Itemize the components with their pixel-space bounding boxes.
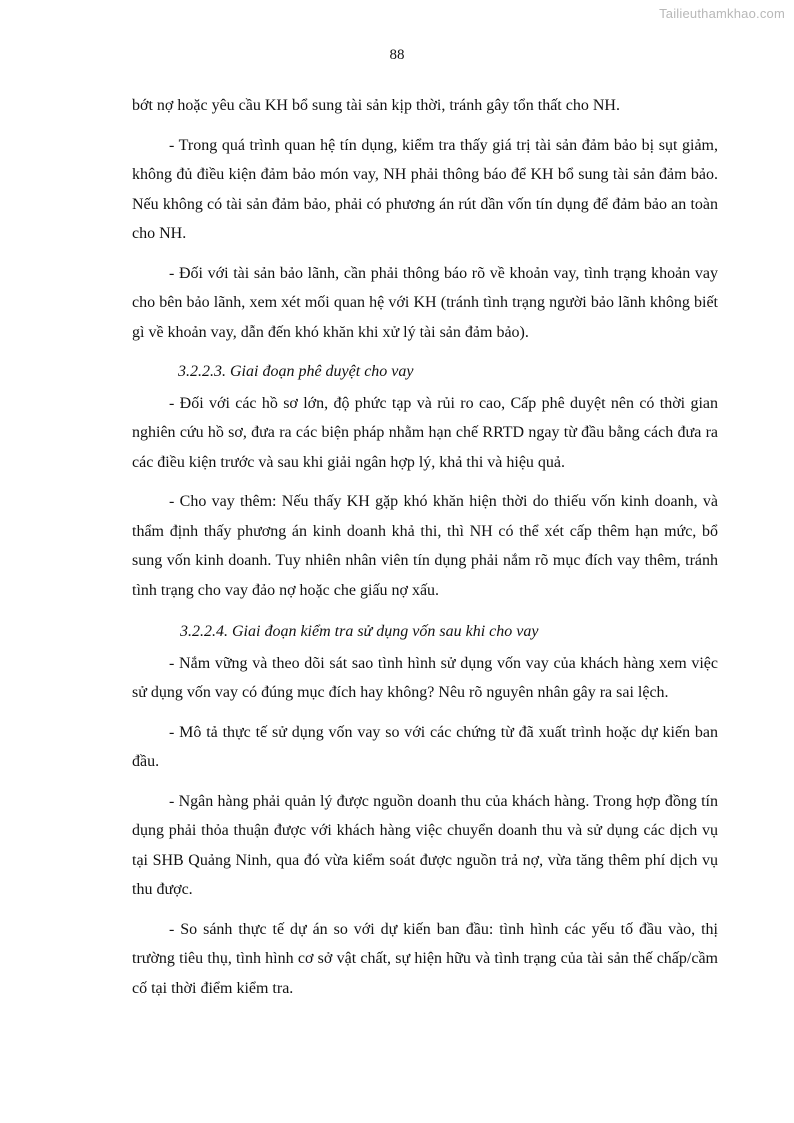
section-heading-approval: 3.2.2.3. Giai đoạn phê duyệt cho vay [178, 363, 414, 380]
paragraph-guarantee-assets: - Đối với tài sản bảo lãnh, cần phải thông báo rõ về khoản vay, tình trạng khoản vay cho bên bảo lãnh, xem xét mối quan hệ với KH (tránh tình trạng người bảo lãnh không biết gì về khoản vay, dẫn đến khó khăn khi xử lý tài sản đảm bảo). [132, 264, 718, 341]
watermark: Tailieuthamkhao.com [659, 6, 785, 21]
paragraph-describe-usage: - Mô tả thực tế sử dụng vốn vay so với các chứng từ đã xuất trình hoặc dự kiến ban đầu. [132, 723, 718, 770]
paragraph-compare-project: - So sánh thực tế dự án so với dự kiến ban đầu: tình hình các yếu tố đầu vào, thị trường tiêu thụ, tình hình cơ sở vật chất, sự hiện hữu và tình trạng của tài sản thế chấp/cầm cố tại thời điểm kiểm tra. [132, 920, 718, 997]
paragraph-additional-loans: - Cho vay thêm: Nếu thấy KH gặp khó khăn hiện thời do thiếu vốn kinh doanh, và thẩm định thấy phương án kinh doanh khả thi, thì NH có thể xét cấp thêm hạn mức, bổ sung vốn kinh doanh. Tuy nhiên nhân viên tín dụng phải nắm rõ mục đích vay thêm, tránh tình trạng cho vay đảo nợ hoặc che giấu nợ xấu. [132, 493, 718, 599]
paragraph-collateral-decline: - Trong quá trình quan hệ tín dụng, kiểm tra thấy giá trị tài sản đảm bảo bị sụt giảm, không đủ điều kiện đảm bảo món vay, NH phải thông báo để KH bổ sung tài sản đảm bảo. Nếu không có tài sản đảm bảo, phải có phương án rút dần vốn tín dụng để đảm bảo an toàn cho NH. [132, 136, 718, 242]
paragraph-manage-revenue: - Ngân hàng phải quản lý được nguồn doanh thu của khách hàng. Trong hợp đồng tín dụng phải thỏa thuận được với khách hàng việc chuyển doanh thu và sử dụng các dịch vụ tại SHB Quảng Ninh, qua đó vừa kiểm soát được nguồn trả nợ, vừa tăng thêm phí dịch vụ thu được. [132, 792, 718, 898]
paragraph-track-usage: - Nắm vững và theo dõi sát sao tình hình sử dụng vốn vay của khách hàng xem việc sử dụng vốn vay có đúng mục đích hay không? Nêu rõ nguyên nhân gây ra sai lệch. [132, 654, 718, 701]
document-body [132, 91, 718, 1003]
paragraph-continuation: bớt nợ hoặc yêu cầu KH bổ sung tài sản kịp thời, tránh gây tổn thất cho NH. [132, 97, 620, 114]
paragraph-large-dossiers: - Đối với các hồ sơ lớn, độ phức tạp và rủi ro cao, Cấp phê duyệt nên có thời gian nghiên cứu hồ sơ, đưa ra các biện pháp nhằm hạn chế RRTD ngay từ đầu bằng cách đưa ra các điều kiện trước và sau khi giải ngân hợp lý, khả thi và hiệu quả. [132, 394, 718, 471]
section-heading-monitoring: 3.2.2.4. Giai đoạn kiểm tra sử dụng vốn sau khi cho vay [180, 623, 539, 640]
page-number: 88 [389, 47, 405, 63]
